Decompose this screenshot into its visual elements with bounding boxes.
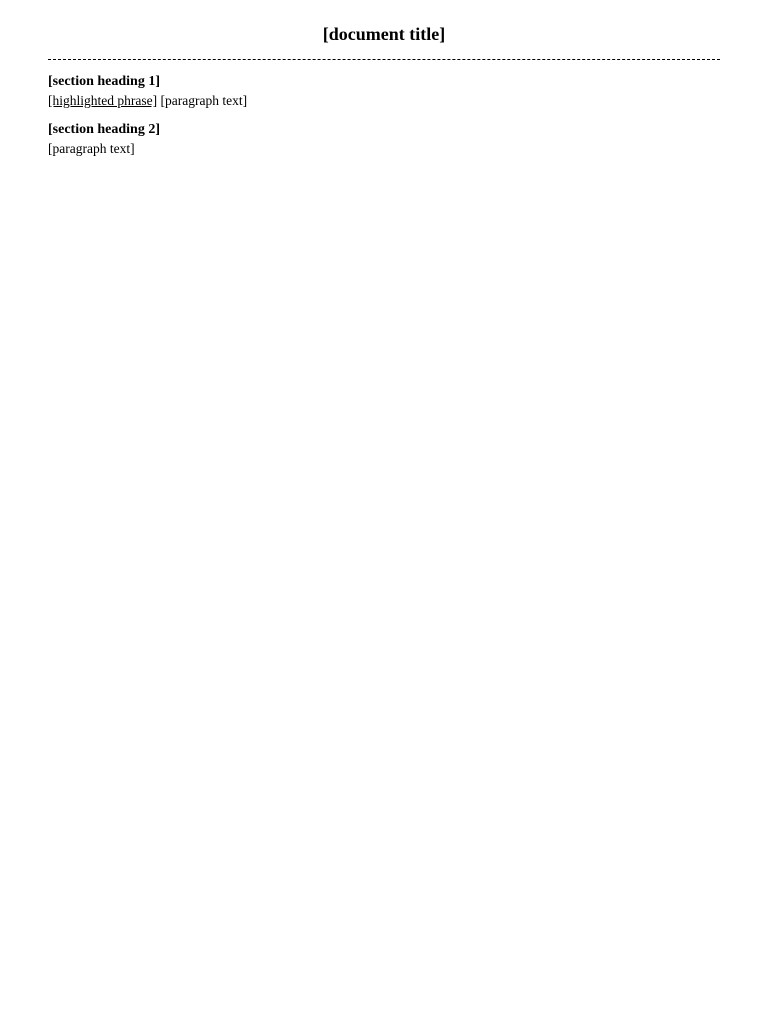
title-divider <box>48 59 720 60</box>
document-title: [document title] <box>322 24 446 44</box>
section-body <box>48 92 720 110</box>
section-heading: [section heading 1] <box>48 74 160 89</box>
highlighted-phrase: [highlighted phrase] <box>48 93 158 108</box>
section-heading: [section heading 2] <box>48 122 160 137</box>
paragraph-text: [paragraph text] <box>160 93 248 108</box>
section <box>48 122 720 158</box>
section <box>48 74 720 110</box>
sections <box>48 74 720 158</box>
paragraph-text: [paragraph text] <box>48 141 135 156</box>
section-body <box>48 140 720 158</box>
